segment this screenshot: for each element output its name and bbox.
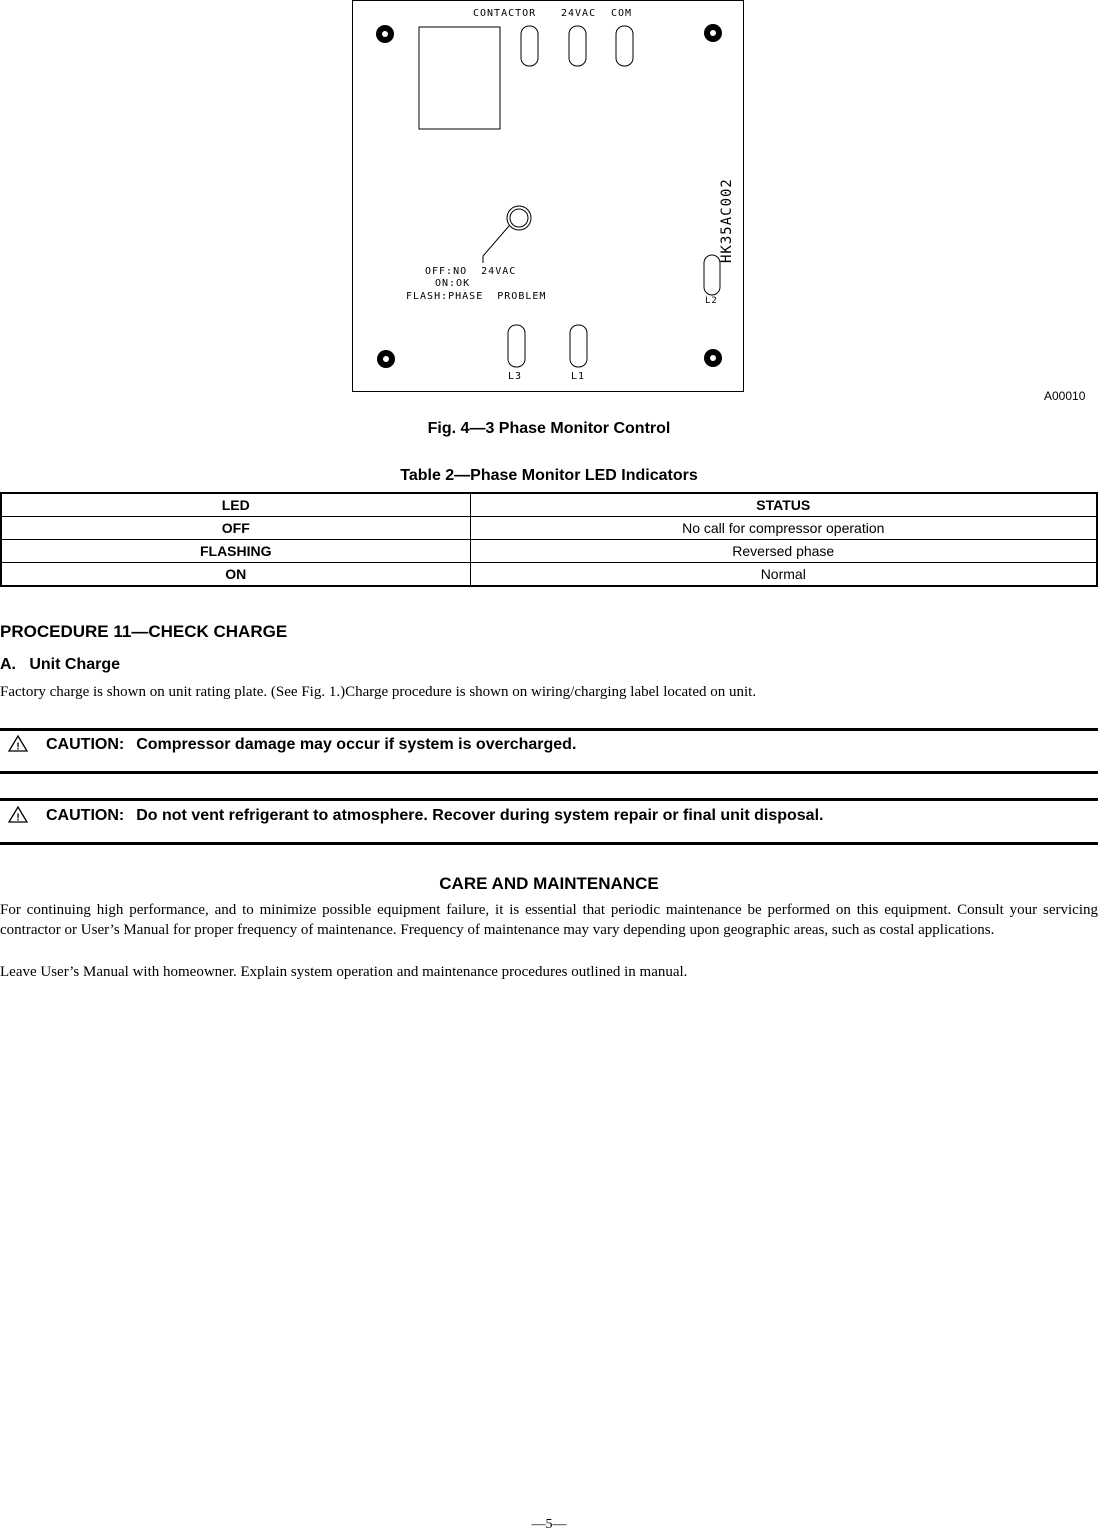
figure-caption: Fig. 4—3 Phase Monitor Control	[427, 420, 671, 437]
l3-terminal	[508, 325, 525, 367]
com-label: COM	[611, 8, 633, 19]
l2-terminal	[704, 255, 720, 295]
caution-box	[8, 806, 823, 825]
led-column-header: LED	[1, 493, 470, 517]
status-column-header: STATUS	[470, 493, 1097, 517]
mounting-hole-icon	[376, 25, 394, 43]
led-flash-label: FLASH:PHASE PROBLEM	[406, 291, 547, 302]
care-paragraph: For continuing high performance, and to minimize possible equipment failure, it is essential that periodic maintenance be performed on this equipment. Consult your servicing contractor or User’s Manual for proper frequency of maintenance. Frequency of maintenance may vary depending upon geographic areas, such as costal applications.	[0, 902, 1098, 938]
caution-text: Do not vent refrigerant to atmosphere. Recover during system repair or final unit disposal.	[136, 807, 824, 824]
contactor-terminal	[521, 26, 538, 66]
l3-label: L3	[508, 371, 523, 382]
table-caption: Table 2—Phase Monitor LED Indicators	[400, 467, 698, 484]
relay-block	[419, 27, 500, 129]
mounting-hole-icon	[377, 350, 395, 368]
caution-box	[8, 735, 576, 754]
led-on-label: ON:OK	[435, 278, 471, 289]
status-cell: Normal	[470, 563, 1097, 587]
unit-charge-text: Factory charge is shown on unit rating plate. (See Fig. 1.)Charge procedure is shown on wiring/charging label located on unit.	[0, 684, 757, 700]
contactor-label: CONTACTOR	[473, 8, 537, 19]
phase-monitor-diagram	[352, 0, 744, 392]
caution-text: Compressor damage may occur if system is overcharged.	[136, 736, 577, 753]
24vac-terminal	[569, 26, 586, 66]
caution-label: CAUTION:	[46, 736, 125, 753]
svg-text:!: !	[16, 741, 20, 752]
l1-label: L1	[571, 371, 586, 382]
table-row	[1, 517, 1097, 540]
svg-text:!: !	[16, 812, 20, 823]
led-leader-line	[483, 226, 509, 256]
status-cell: No call for compressor operation	[470, 517, 1097, 540]
caution-top-rule	[0, 728, 1098, 731]
table-row	[1, 563, 1097, 587]
caution-top-rule	[0, 798, 1098, 801]
led-off-label: OFF:NO 24VAC	[425, 266, 517, 277]
24vac-label: 24VAC	[561, 8, 597, 19]
led-status-table	[0, 492, 1098, 587]
procedure-heading: PROCEDURE 11—CHECK CHARGE	[0, 622, 288, 641]
led-indicator-icon	[507, 206, 531, 230]
care-paragraph: Leave User’s Manual with homeowner. Explain system operation and maintenance procedures outlined in manual.	[0, 964, 688, 980]
l1-terminal	[570, 325, 587, 367]
circuit-board-drawing	[353, 1, 745, 393]
status-cell: Reversed phase	[470, 540, 1097, 563]
caution-label: CAUTION:	[46, 807, 125, 824]
care-heading: CARE AND MAINTENANCE	[439, 874, 659, 893]
caution-bottom-rule	[0, 842, 1098, 845]
unit-charge-subheading: A. Unit Charge	[0, 656, 121, 673]
figure-id: A00010	[1044, 389, 1086, 403]
warning-triangle-icon	[8, 806, 28, 823]
warning-triangle-icon	[8, 735, 28, 752]
part-number-label: HK35AC002	[719, 178, 735, 263]
page-number: —5—	[531, 1517, 567, 1532]
led-cell: ON	[1, 563, 470, 587]
table-row	[1, 540, 1097, 563]
led-cell: OFF	[1, 517, 470, 540]
com-terminal	[616, 26, 633, 66]
mounting-hole-icon	[704, 349, 722, 367]
table-header-row	[1, 493, 1097, 517]
caution-bottom-rule	[0, 771, 1098, 774]
l2-label: L2	[705, 296, 718, 306]
mounting-hole-icon	[704, 24, 722, 42]
led-cell: FLASHING	[1, 540, 470, 563]
